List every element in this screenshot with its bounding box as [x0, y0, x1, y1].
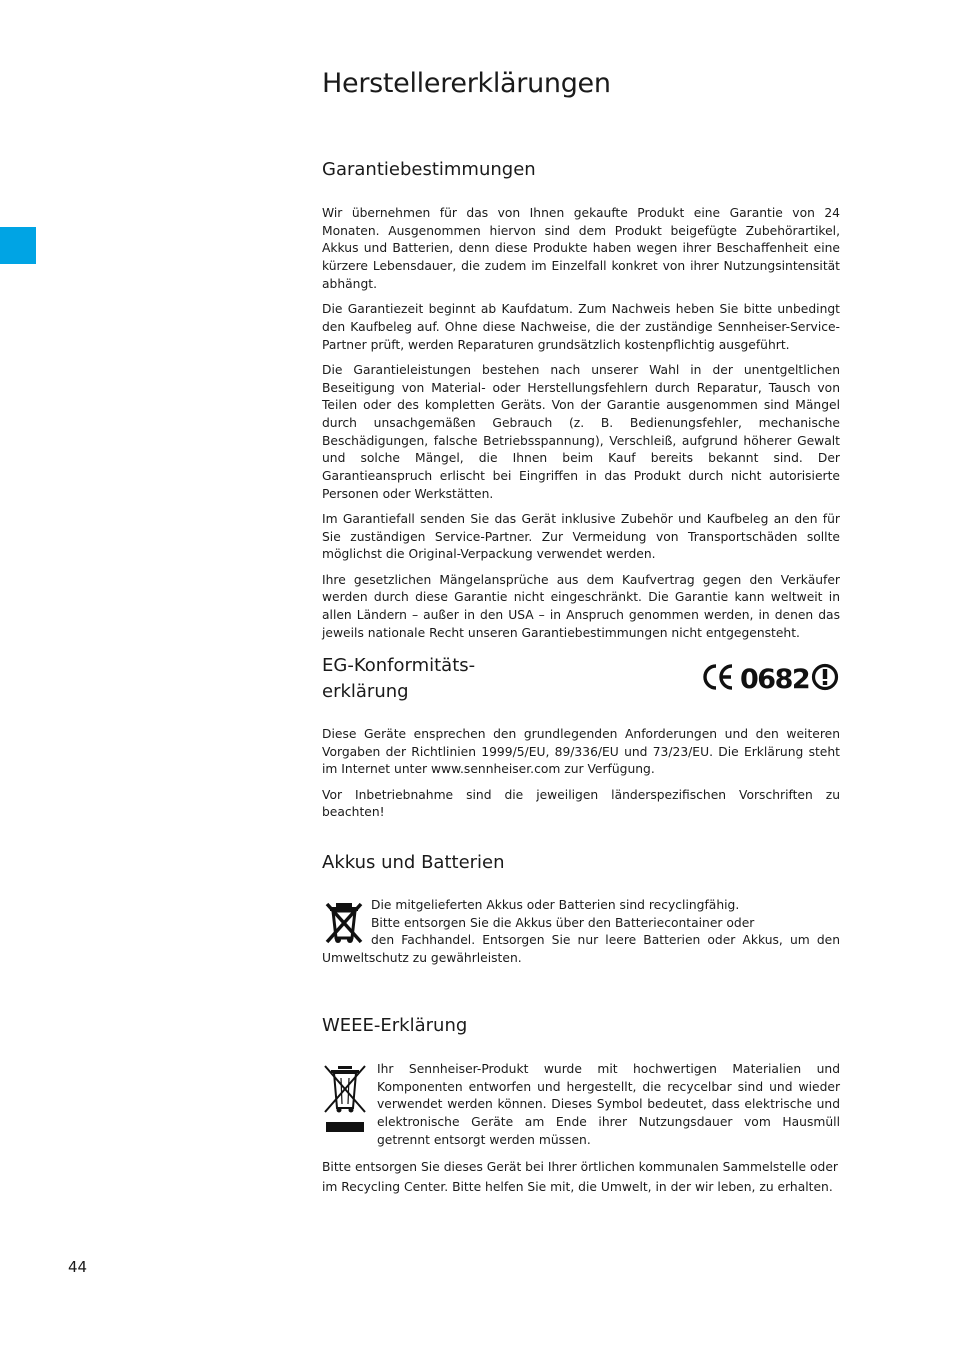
batteries-line: Die mitgelieferten Akkus oder Batterien sind recyclingfähig. — [371, 898, 740, 912]
batteries-line: Bitte entsorgen Sie die Akkus über den Batteriecontainer oder — [371, 915, 755, 930]
alert-circle-icon — [814, 666, 837, 689]
warranty-paragraph: Wir übernehmen für das von Ihnen gekaufte Produkt eine Garantie von 24 Monaten. Ausgenommen hiervon sind dem Produkt beigefügte Zubehörartikel, Akkus und Batterien, denn diese Produkte haben wegen ihrer Beschaffenheit eine kürzere Lebensdauer, die zudem im Einzelfall konkret von ihrer Nutzungsintensität abhängt. — [322, 206, 840, 291]
chapter-tab-marker — [0, 227, 36, 264]
weee-paragraph: Ihr Sennheiser-Produkt wurde mit hochwertigen Materialien und Komponenten entworfen und hergestellt, die recycelbar sind und wieder verwendet werden können. Dieses Symbol bedeutet, dass elektrische und elektronische Geräte am Ende ihrer Nutzungsdauer vom Hausmüll getrennt entsorgt werden müssen. — [377, 1062, 840, 1147]
warranty-heading: Garantiebestimmungen — [322, 159, 536, 180]
warranty-paragraph: Im Garantiefall senden Sie das Gerät inklusive Zubehör und Kaufbeleg an den für Sie zuständigen Service-Partner. Zur Vermeidung von Transportschäden sollte möglichst die Original-Verpackung verwendet werden. — [322, 512, 840, 562]
weee-text — [377, 1061, 840, 1157]
ce-number: 0682 — [740, 664, 810, 694]
page-number: 44 — [68, 1258, 88, 1276]
weee-heading: WEEE-Erklärung — [322, 1015, 468, 1036]
conformity-heading-line1: EG-Konformitäts- — [322, 655, 476, 676]
weee-text-2 — [322, 1158, 840, 1205]
page-title: Herstellererklärungen — [322, 68, 611, 99]
weee-bin-icon — [322, 1064, 368, 1134]
conformity-heading-line2: erklärung — [322, 681, 409, 702]
batteries-text — [322, 897, 840, 968]
warranty-paragraph: Die Garantieleistungen bestehen nach unserer Wahl in der unentgeltlichen Beseitigung von Material- oder Herstellungsfehlern durch Reparatur, Tausch von Teilen oder des kompletten Geräts. Von der Garantie ausgenommen sind Mängel durch unsachgemäßen Gebrauch (z. B. Bedienungsfehler, mechanische Beschädigungen, falsche Betriebsspannung), Verschleiß, aufgrund höherer Gewalt und solche Mängel, die Ihnen beim Kauf bereits bekannt sind. Der Garantieanspruch erlischt bei Eingriffen in das Produkt durch nicht autorisierte Personen oder Werkstätten. — [322, 362, 840, 501]
conformity-paragraph: Vor Inbetriebnahme sind die jeweiligen länderspezifischen Vorschriften zu beachten! — [322, 787, 840, 820]
conformity-heading — [322, 653, 475, 705]
warranty-paragraph: Ihre gesetzlichen Mängelansprüche aus dem Kaufvertrag gegen den Verkäufer werden durch diese Garantie nicht eingeschränkt. Die Garantie kann weltweit in allen Ländern – außer in den USA – in Anspruch genommen werden, in denen das jeweils nationale Recht unseren Garantiebestimmungen nicht entgegensteht. — [322, 572, 840, 640]
conformity-paragraph: Diese Geräte ensprechen den grundlegenden Anforderungen und den weiteren Vorgaben der Richtlinien 1999/5/EU, 89/336/EU und 73/23/EU. Die Erklärung steht im Internet unter www.sennheiser.com zur Verfügung. — [322, 727, 840, 777]
conformity-text — [322, 726, 840, 830]
batteries-line: den Fachhandel. Entsorgen Sie nur leere Batterien oder Akkus, um den Umweltschutz zu gewährleisten. — [322, 933, 840, 966]
ce-mark-icon — [703, 660, 839, 694]
warranty-text — [322, 205, 840, 650]
warranty-paragraph: Die Garantiezeit beginnt ab Kaufdatum. Zum Nachweis heben Sie bitte unbedingt den Kaufbeleg auf. Ohne diese Nachweise, die der zuständige Sennheiser-Service-Partner prüft, werden Reparaturen grundsätzlich kostenpflichtig ausgeführt. — [322, 302, 840, 352]
batteries-heading: Akkus und Batterien — [322, 852, 505, 873]
weee-paragraph: Bitte entsorgen Sie dieses Gerät bei Ihrer örtlichen kommunalen Sammelstelle oder im Recycling Center. Bitte helfen Sie mit, die Umwelt, in der wir leben, zu erhalten. — [322, 1160, 838, 1194]
